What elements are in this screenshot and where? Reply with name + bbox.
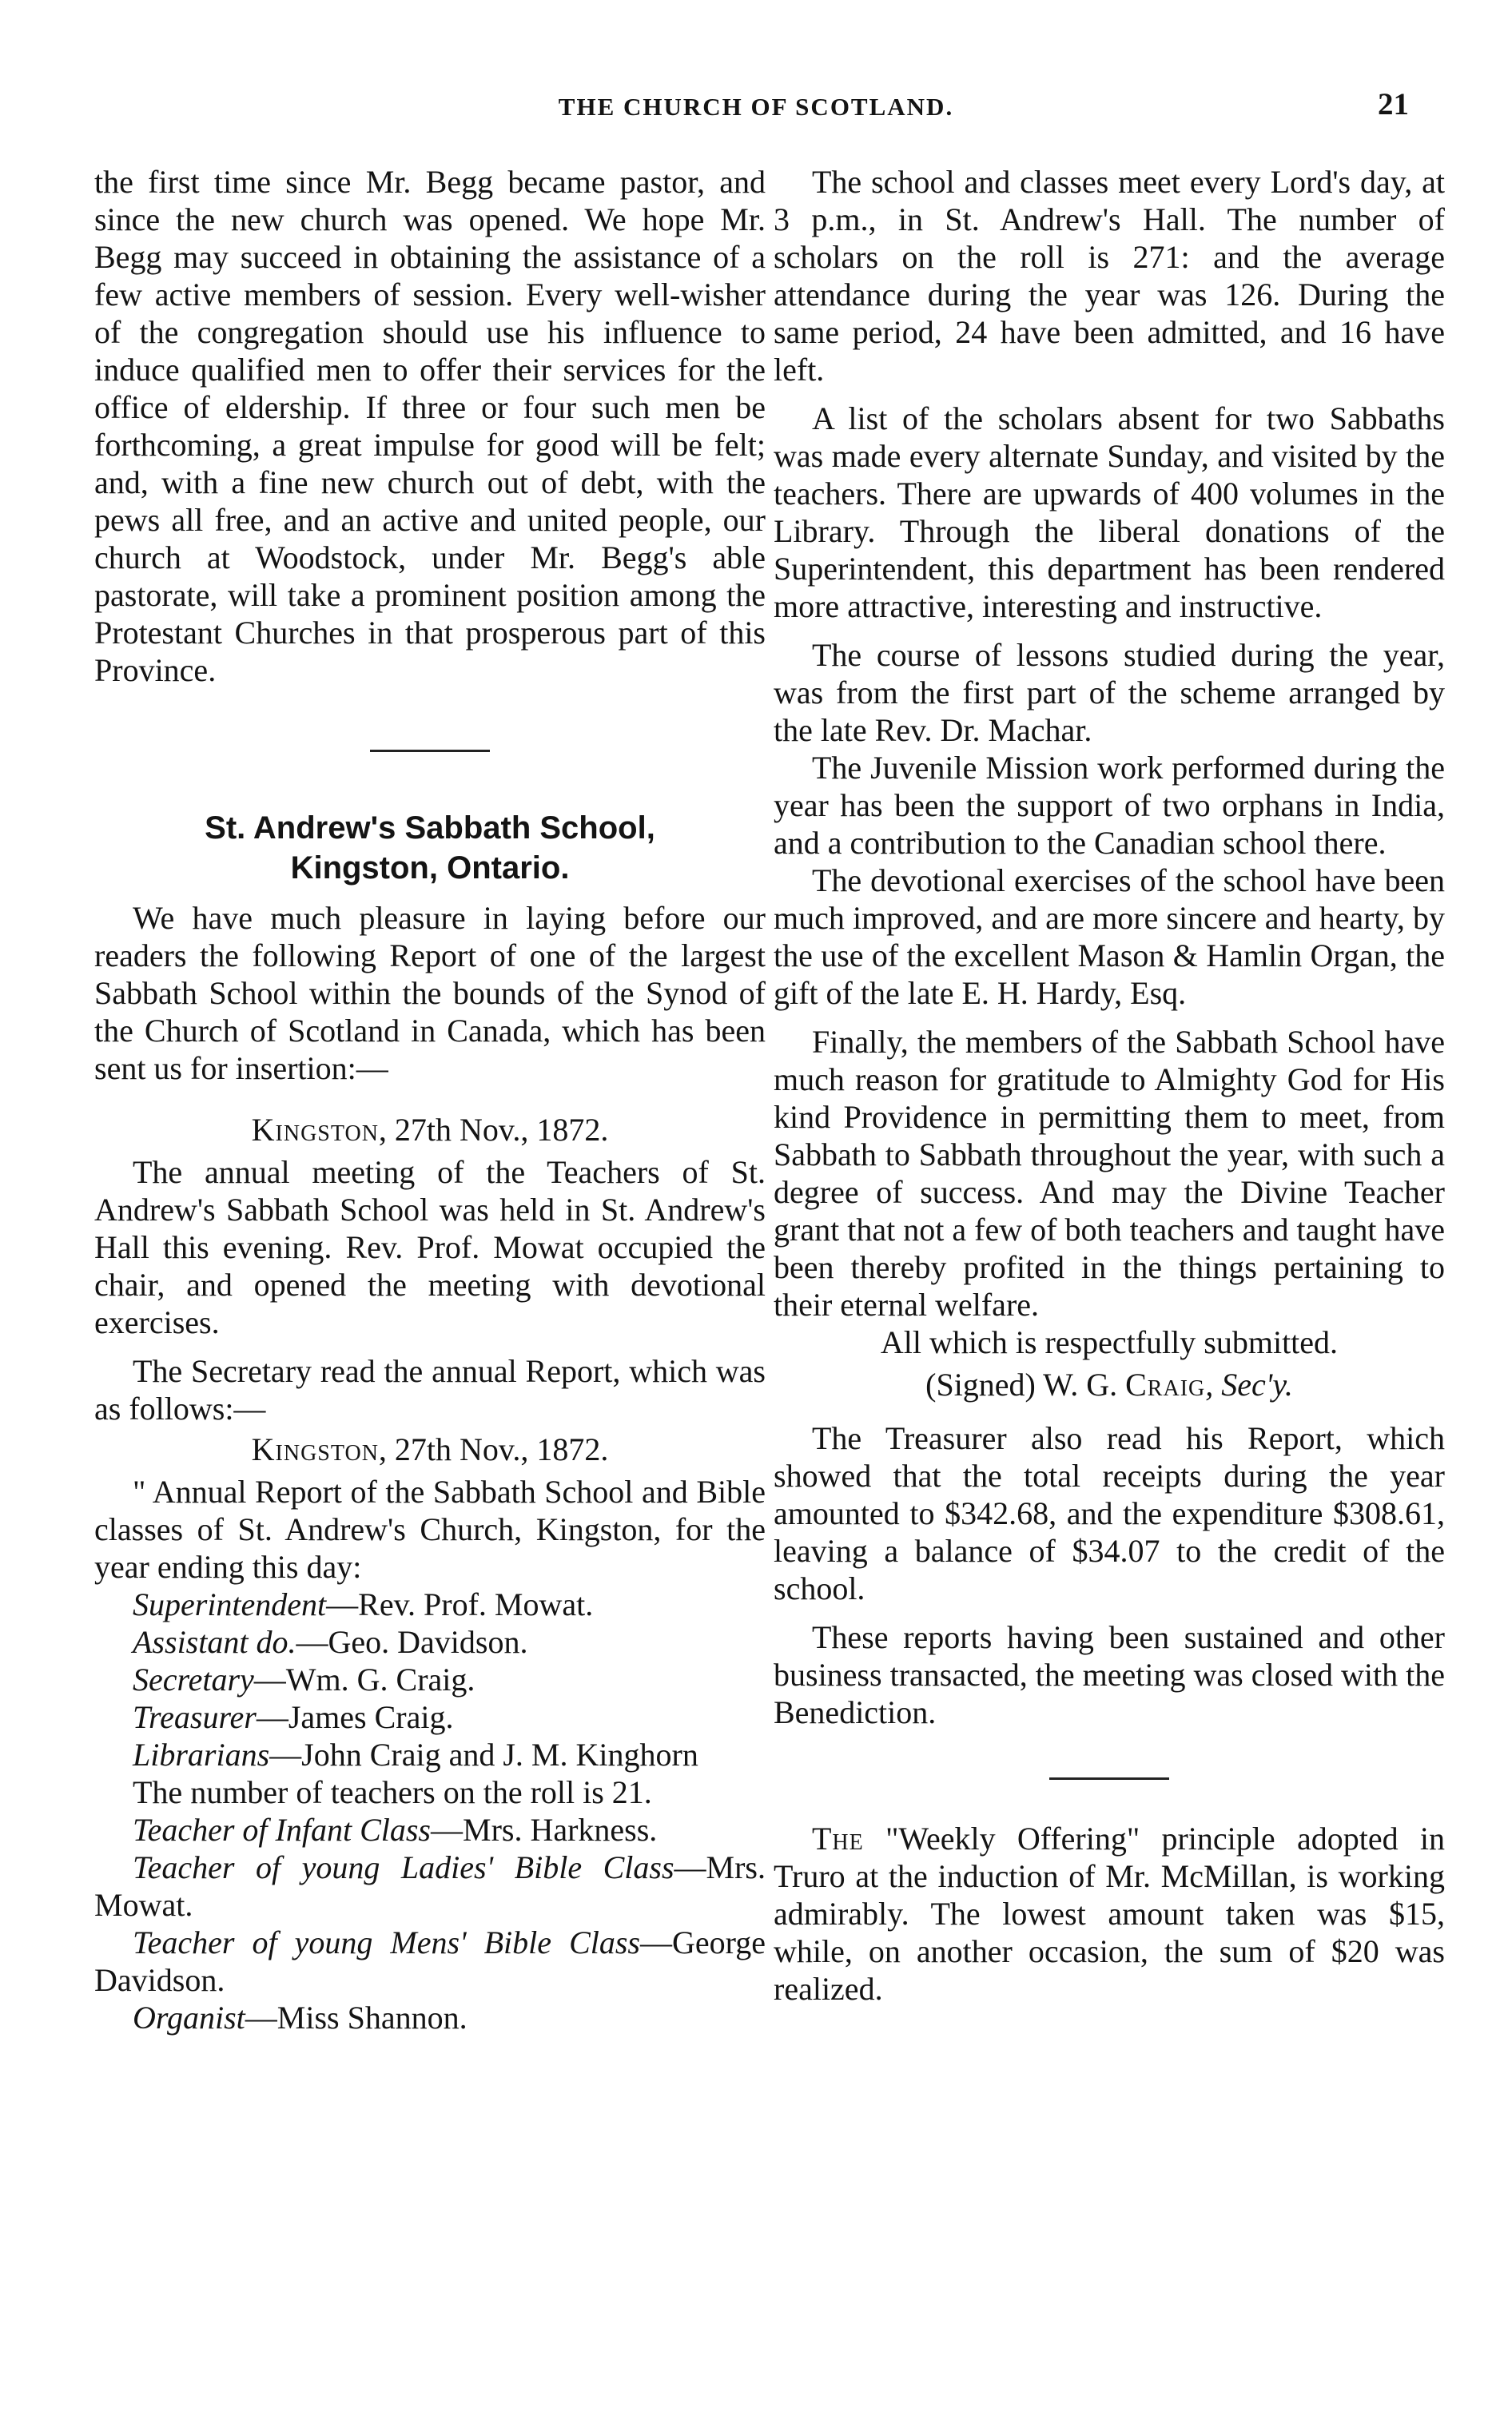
officer-line xyxy=(133,1661,766,1698)
school-meeting-paragraph: The school and classes meet every Lord's day, at 3 p.m., in St. Andrew's Hall. The number of scholars on the roll is 271: and the average attendance during the year was 126. During the same period, 24 have been admitted, and 16 have left. xyxy=(774,164,1445,388)
finally-paragraph: Finally, the members of the Sabbath School have much reason for gratitude to Almighty God for His kind Providence in permitting them to meet, from Sabbath to Sabbath throughout the year, with such a degree of success. And may the Divine Teacher grant that not a few of both teachers and taught have been thereby profited in the things pertaining to their eternal welfare. xyxy=(774,1024,1445,1323)
treasurer-paragraph: The Treasurer also read his Report, which showed that the total receipts during the year amounted to $342.68, and the expenditure $308.61, leaving a balance of $34.07 to the credit of the school. xyxy=(774,1420,1445,1606)
officer-line xyxy=(133,1586,766,1623)
officer-line xyxy=(133,1623,766,1661)
class-teacher: —Miss Shannon. xyxy=(245,2000,468,2036)
class-line xyxy=(94,1849,766,1924)
dateline-1-date: , 27th Nov., 1872. xyxy=(378,1112,609,1148)
section-heading-line1: St. Andrew's Sabbath School, xyxy=(205,810,655,846)
officer-role: Treasurer xyxy=(133,1699,257,1735)
weekly-offering-text: "Weekly Offering" principle adopted in Truro at the induction of Mr. McMillan, is working admirably. The lowest amount taken was $15, while, on another occasion, the sum of $20 was realized. xyxy=(774,1821,1445,2007)
class-role: Teacher of young Mens' Bible Class xyxy=(133,1924,640,1960)
meeting-paragraph: The annual meeting of the Teachers of St. Andrew's Sabbath School was held in St. Andrew's Hall this evening. Rev. Prof. Mowat occupied the chair, and opened the meeting with devotional exercises. xyxy=(94,1154,766,1340)
section-divider xyxy=(370,750,490,752)
officer-name: —John Craig and J. M. Kinghorn xyxy=(269,1737,698,1773)
page-number: 21 xyxy=(1378,87,1409,121)
dateline-2 xyxy=(94,1431,766,1468)
dateline-1 xyxy=(94,1111,766,1148)
secretary-paragraph: The Secretary read the annual Report, which was as follows:— xyxy=(94,1353,766,1427)
officer-role: Librarians xyxy=(133,1737,270,1773)
signature-name: Craig xyxy=(1125,1367,1206,1403)
lessons-paragraph: The course of lessons studied during the year, was from the first part of the scheme arranged by the late Rev. Dr. Machar. xyxy=(774,637,1445,748)
submitted-line: All which is respectfully submitted. xyxy=(880,1324,1339,1360)
class-line xyxy=(94,1811,766,1849)
dateline-2-place: Kingston xyxy=(251,1431,379,1467)
dateline-2-date: , 27th Nov., 1872. xyxy=(378,1431,609,1467)
absent-list-paragraph: A list of the scholars absent for two Sabbaths was made every alternate Sunday, and visited by the teachers. There are upwards of 400 volumes in the Library. Through the liberal donations of the Superintendent, this department has been rendered more attractive, interesting and instructive. xyxy=(774,400,1445,624)
section-heading-line2: Kingston, Ontario. xyxy=(290,850,570,886)
section-divider xyxy=(1049,1777,1169,1780)
dateline-1-place: Kingston xyxy=(251,1112,379,1148)
officer-name: —Wm. G. Craig. xyxy=(253,1662,475,1698)
signature-label: (Signed) W. G. xyxy=(925,1367,1126,1403)
teachers-count: The number of teachers on the roll is 21. xyxy=(133,1774,652,1810)
officer-role: Assistant do. xyxy=(133,1624,296,1660)
report-intro-paragraph: " Annual Report of the Sabbath School and Bible classes of St. Andrew's Church, Kingston, for the year ending this day: xyxy=(94,1474,766,1585)
class-role: Organist xyxy=(133,2000,245,2036)
class-teacher: —George Davidson. xyxy=(94,1924,766,1998)
signature-title: , Sec'y. xyxy=(1205,1367,1293,1403)
intro-paragraph: We have much pleasure in laying before our readers the following Report of one of the largest Sabbath School within the bounds of the Synod of the Church of Scotland in Canada, which has been sent us for insertion:— xyxy=(94,900,766,1086)
running-title: THE CHURCH OF SCOTLAND. xyxy=(558,93,954,121)
officer-name: —Rev. Prof. Mowat. xyxy=(326,1586,594,1622)
officer-role: Superintendent xyxy=(133,1586,327,1622)
officer-line xyxy=(94,1736,766,1773)
class-role: Teacher of young Ladies' Bible Class xyxy=(133,1849,674,1885)
class-line xyxy=(94,1999,766,2036)
left-column xyxy=(94,163,766,2036)
right-column xyxy=(774,163,1445,2008)
woodstock-paragraph: the first time since Mr. Begg became pastor, and since the new church was opened. We hope Mr. Begg may succeed in obtaining the assistance of a few active members of session. Every well-wisher of the congregation should use his influence to induce qualified men to offer their services for the office of eldership. If three or four such men be forthcoming, a great impulse for good will be felt; and, with a fine new church out of debt, with the pews all free, and an active and united people, our church at Woodstock, under Mr. Begg's able pastorate, will take a prominent position among the Protestant Churches in that prosperous part of this Province. xyxy=(94,164,766,688)
weekly-offering-paragraph xyxy=(774,1820,1445,2008)
officer-name: —James Craig. xyxy=(256,1699,454,1735)
officer-role: Secretary xyxy=(133,1662,254,1698)
signature-line xyxy=(774,1366,1445,1403)
class-teacher: —Mrs. Mowat. xyxy=(94,1849,766,1923)
class-teacher: —Mrs. Harkness. xyxy=(431,1812,658,1848)
weekly-offering-lead: The xyxy=(812,1821,864,1857)
devotional-paragraph: The devotional exercises of the school have been much improved, and are more sincere and hearty, by the use of the excellent Mason & Hamlin Organ, the gift of the late E. H. Hardy, Esq. xyxy=(774,862,1445,1011)
closing-paragraph: These reports having been sustained and other business transacted, the meeting was closed with the Benediction. xyxy=(774,1619,1445,1730)
class-line xyxy=(94,1924,766,1999)
class-role: Teacher of Infant Class xyxy=(133,1812,431,1848)
officer-name: —Geo. Davidson. xyxy=(296,1624,528,1660)
juvenile-mission-paragraph: The Juvenile Mission work performed during the year has been the support of two orphans in India, and a contribution to the Canadian school there. xyxy=(774,750,1445,861)
officer-line xyxy=(133,1698,766,1736)
